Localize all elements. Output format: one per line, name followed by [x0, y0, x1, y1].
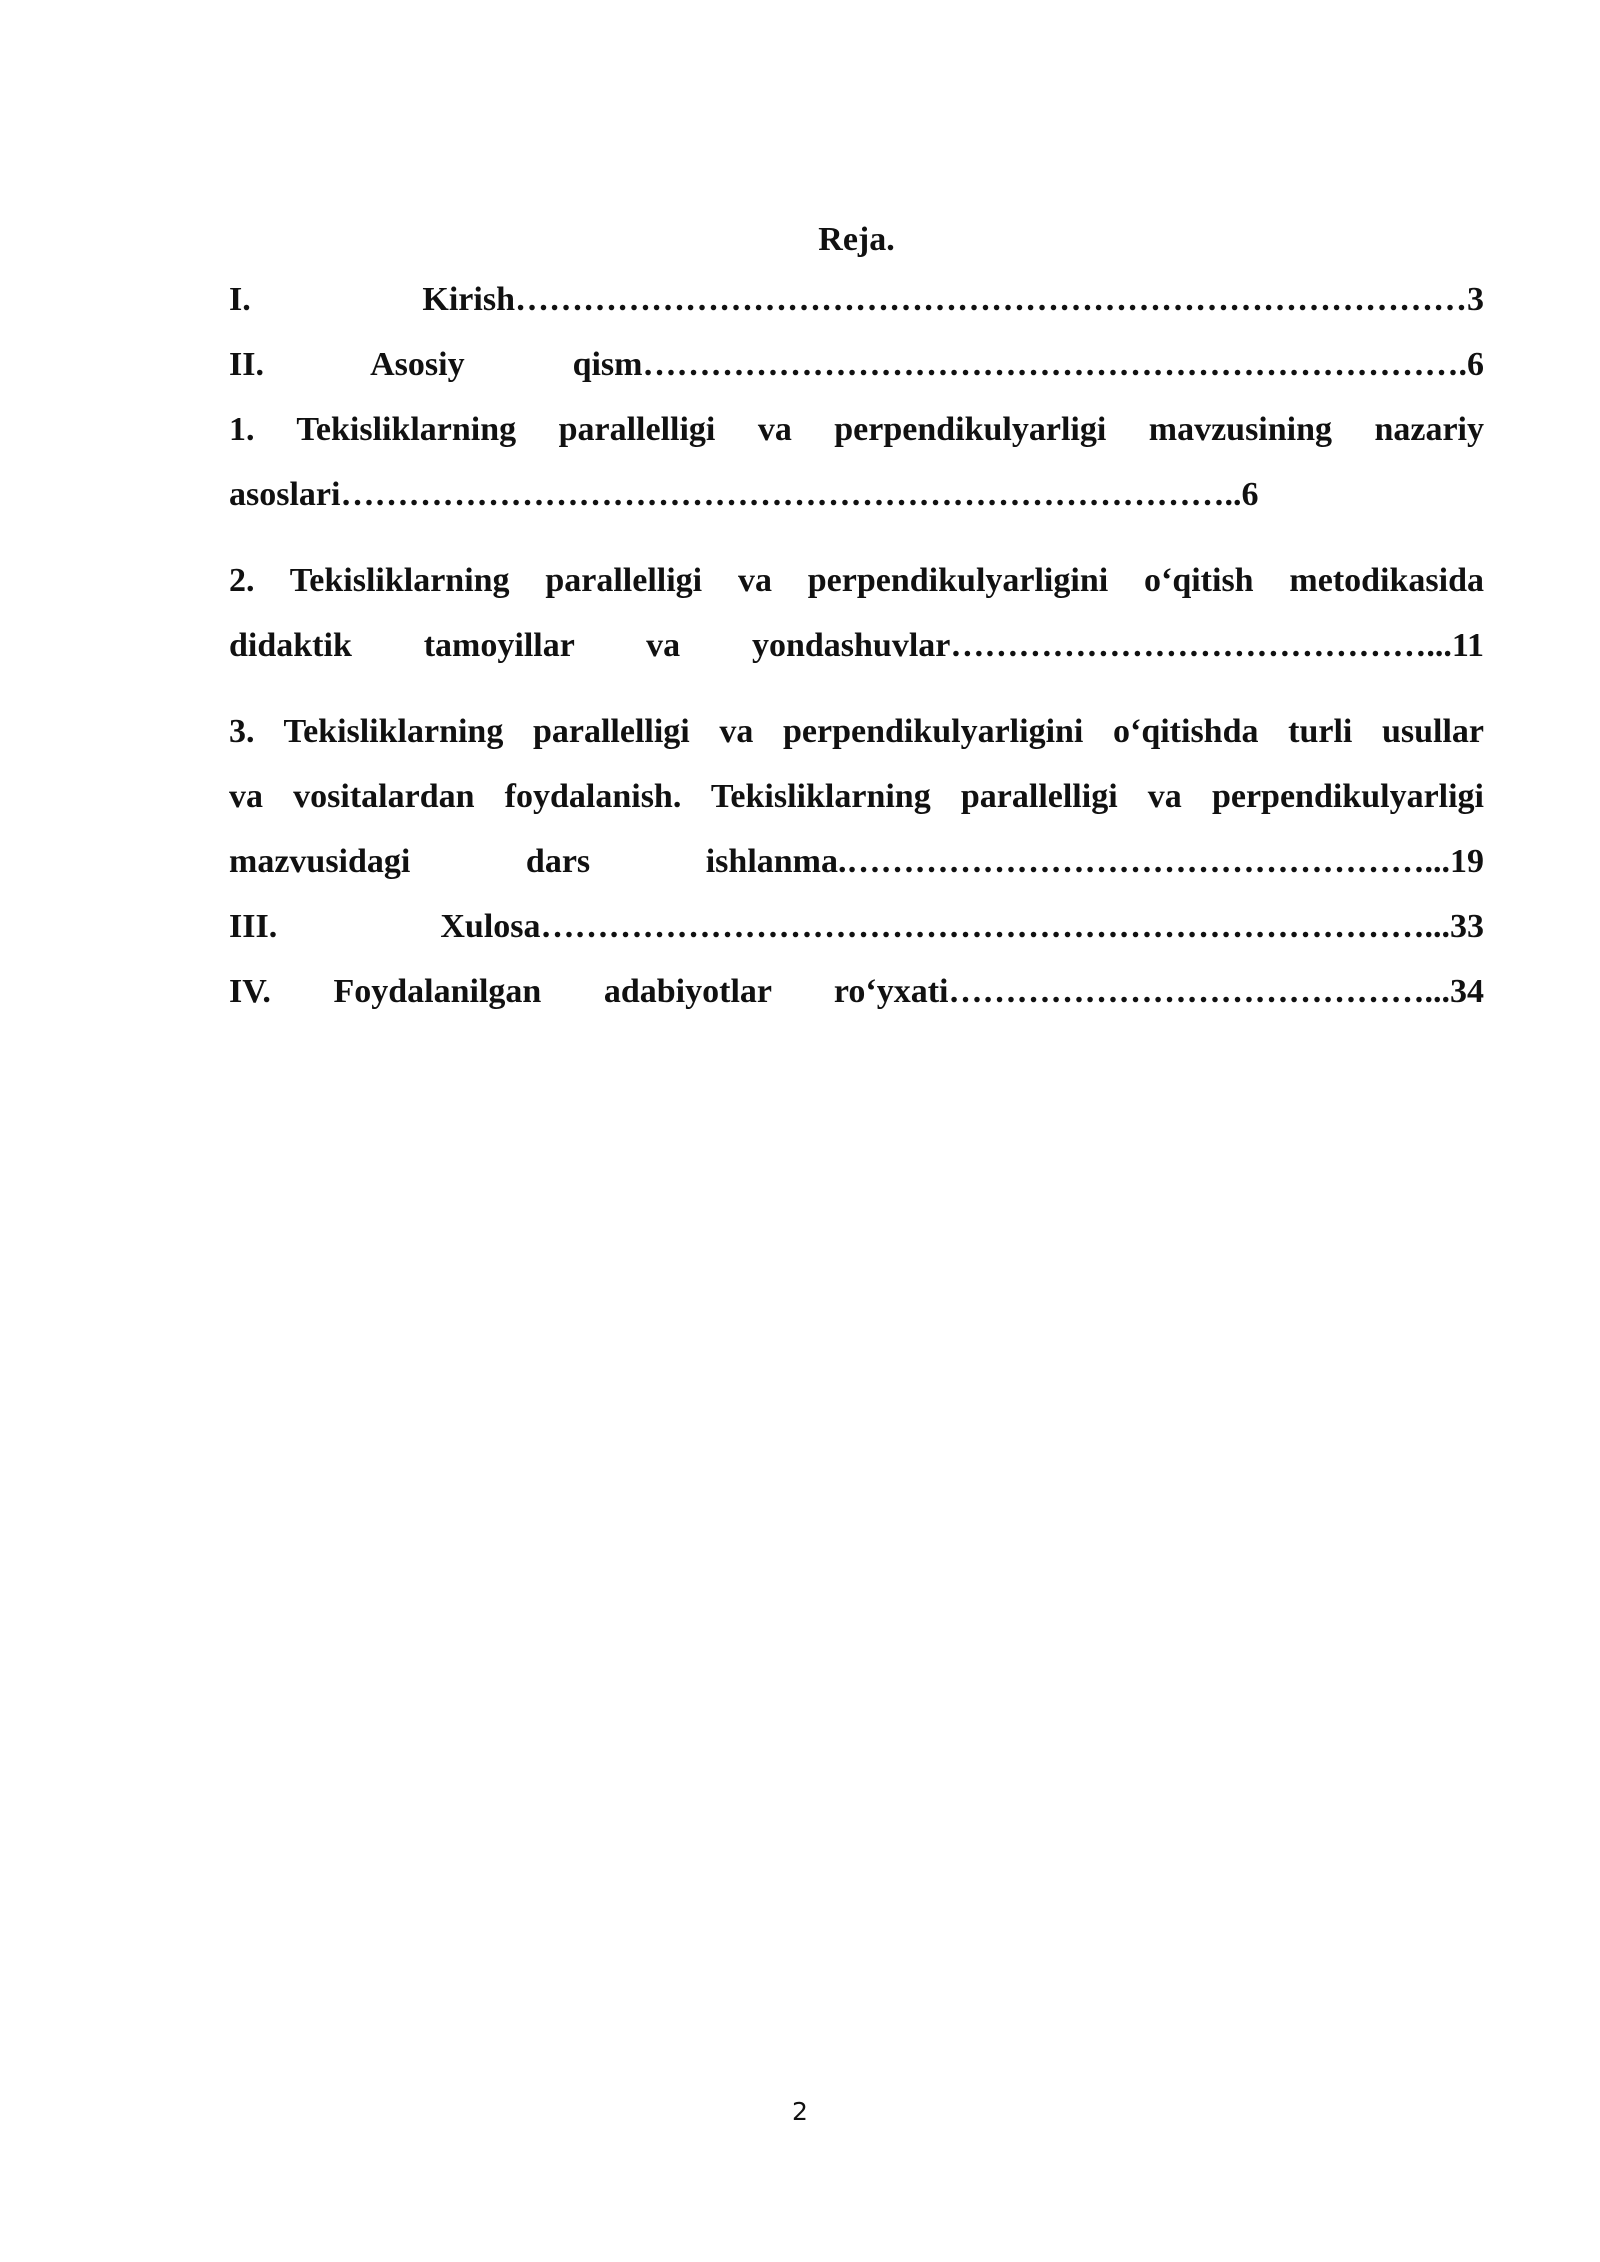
- toc-entry-section-2-line-2: didaktik tamoyillar va yondashuvlar……………………………………...11: [229, 627, 1484, 664]
- toc-entry-conclusion: III. Xulosa……………………………………………………………………...33: [229, 908, 1484, 945]
- toc-title: Reja.: [818, 221, 895, 258]
- toc-entry-main-part: II. Asosiy qism……………………………………………………………….6: [229, 346, 1484, 383]
- toc-entry-section-2-line-1: 2. Tekisliklarning parallelligi va perpendikulyarligini o‘qitish metodikasida: [229, 562, 1484, 599]
- toc-entry-section-3-line-3: mazvusidagi dars ishlanma.……………………………………………...19: [229, 843, 1484, 880]
- page-number: 2: [792, 2097, 808, 2126]
- toc-entry-introduction: I. Kirish…………………………………………………………………………3: [229, 281, 1484, 318]
- toc-entry-references: IV. Foydalanilgan adabiyotlar ro‘yxati……………………………………...34: [229, 973, 1484, 1010]
- toc-entry-section-1-line-2: asoslari……………………………………………………………………..6: [229, 476, 1259, 513]
- table-of-contents: [229, 212, 1484, 1024]
- toc-entry-section-1-line-1: 1. Tekisliklarning parallelligi va perpendikulyarligi mavzusining nazariy: [229, 411, 1484, 448]
- toc-entry-section-3-line-2: va vositalardan foydalanish. Tekisliklarning parallelligi va perpendikulyarligi: [229, 778, 1484, 815]
- toc-entry-section-3-line-1: 3. Tekisliklarning parallelligi va perpendikulyarligini o‘qitishda turli usullar: [229, 713, 1484, 750]
